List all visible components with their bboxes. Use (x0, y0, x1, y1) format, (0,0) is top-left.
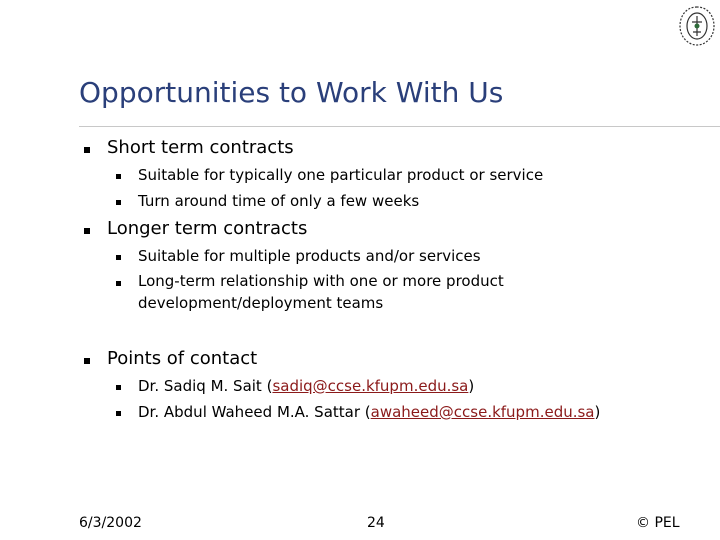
footer-page-number: 24 (367, 515, 385, 531)
list-item: Turn around time of only a few weeks (138, 192, 420, 210)
bullet-icon (84, 147, 90, 153)
bullet-icon (84, 228, 90, 234)
title-divider (79, 126, 720, 127)
list-item: Suitable for typically one particular product or service (138, 166, 544, 184)
sub-bullet-icon (116, 281, 121, 286)
contact-name: Dr. Sadiq M. Sait ( (138, 377, 273, 395)
sub-bullet-icon (116, 174, 121, 179)
sub-bullet-icon (116, 255, 121, 260)
section-heading-longer-term: Longer term contracts (107, 218, 308, 239)
sub-bullet-icon (116, 200, 121, 205)
contact-item (138, 403, 600, 421)
contact-suffix: ) (468, 377, 475, 395)
slide-title: Opportunities to Work With Us (79, 76, 504, 109)
contact-name: Dr. Abdul Waheed M.A. Sattar ( (138, 403, 371, 421)
footer-copyright: © PEL (636, 515, 680, 531)
list-item: Suitable for multiple products and/or services (138, 247, 481, 265)
bullet-icon (84, 358, 90, 364)
contact-item (138, 377, 474, 395)
footer-date: 6/3/2002 (79, 515, 142, 531)
university-emblem-icon (676, 4, 718, 48)
list-item: Long-term relationship with one or more product development/deployment teams (138, 272, 504, 312)
section-heading-short-term: Short term contracts (107, 137, 294, 158)
section-heading-points-of-contact: Points of contact (107, 348, 258, 369)
sub-bullet-icon (116, 385, 121, 390)
email-link[interactable]: sadiq@ccse.kfupm.edu.sa (272, 377, 469, 395)
contact-suffix: ) (594, 403, 601, 421)
email-link[interactable]: awaheed@ccse.kfupm.edu.sa (370, 403, 595, 421)
sub-bullet-icon (116, 411, 121, 416)
